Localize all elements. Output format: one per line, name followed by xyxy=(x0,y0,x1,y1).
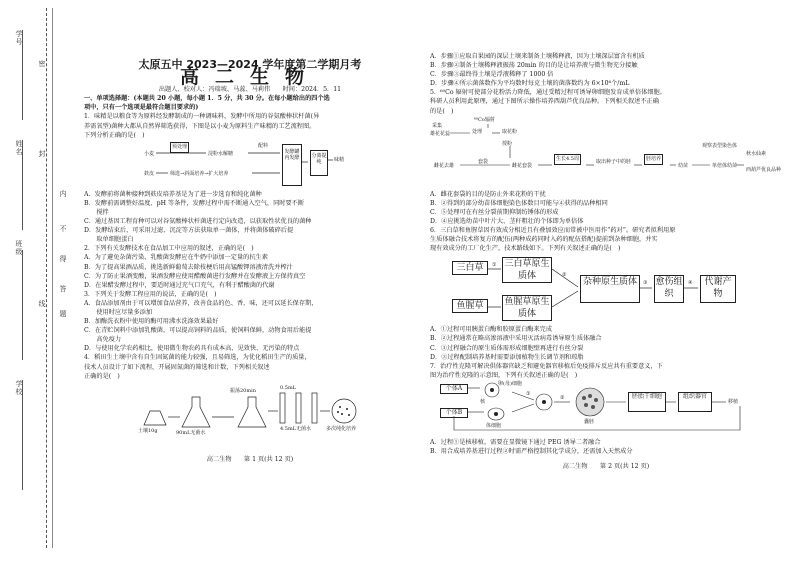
q4-line-2: 技术人员设计了如下流程，开展固氮菌的筛选和计数，下列相关叙述 xyxy=(84,363,270,371)
q1-opt-d2: 取单细胞蛋白 xyxy=(84,236,134,244)
q5-bag: 套袋 xyxy=(478,158,489,165)
q7-individual-b: 个体B xyxy=(440,408,468,418)
label-student-id: 学号 xyxy=(15,30,23,46)
label-school: 学校 xyxy=(15,380,23,396)
q7-individual-a: 个体A xyxy=(440,384,468,394)
q4-opt-b: B．步骤②制备土壤稀释液振荡 20min 的目的是让培养液与微生物充分接触 xyxy=(430,62,638,70)
q3-opt-a: A．食品添加剂由于可以增加食品营养，改善食品的色、香、味，还可以延长保存期， xyxy=(84,299,318,307)
left-column xyxy=(84,0,416,464)
q5-colchicine: 秋水仙素 xyxy=(746,150,767,157)
q7-figure xyxy=(430,380,782,438)
flow-mix: 配料 xyxy=(258,142,269,149)
q4-water: 90mL无菌水 xyxy=(176,429,206,436)
q2-opt-a: A．为了避免杂菌污染，乳酸菌发酵应在牛奶中添加一定量的抗生素 xyxy=(84,254,268,262)
q5-haploid: 单倍体幼苗 xyxy=(712,162,738,169)
seal-char-4: 内 xyxy=(59,190,67,198)
q4-plate: 多次纯化培养 xyxy=(326,425,357,432)
flow-screen: 筛选→斜面培养→扩大培养 xyxy=(170,170,229,177)
q5-observe: 观察表型染色体 xyxy=(702,142,738,149)
q5-line-1: 5．⁶⁰Co 辐射可使部分花粉活力降低，通过受精过程可诱导卵细胞发育成单倍体细胞。 xyxy=(430,89,666,97)
flow-hydrolysate: 淀粉水解糖 xyxy=(208,150,234,157)
label-name: 姓名 xyxy=(15,140,23,156)
q4-tube-water: 4.5mL无菌水 xyxy=(280,425,312,432)
q5-growth: 生长4.5周 xyxy=(554,154,581,165)
right-column xyxy=(430,52,782,471)
q7-es-cell: 胚胎干细胞 xyxy=(628,392,666,412)
q1-opt-a: A．发酵前将菌种接种到麸皮培养基是为了进一步选育和纯化菌种 xyxy=(84,190,262,198)
flow-msg: 味精 xyxy=(334,156,345,163)
section-heading-2: 项中，只有一个选项是最符合题目要求的) xyxy=(84,104,199,112)
q4-figure xyxy=(130,381,416,437)
q3-opt-c2: 高免疫力 xyxy=(84,336,122,344)
q4-opt-c: C．步骤③最终得土壤是浮液稀释了 1000 倍 xyxy=(430,71,554,79)
q6-protoplast-b: 鱼腥草原生质体 xyxy=(502,295,552,321)
q3-opt-a2: 使用时应尽量多添加 xyxy=(84,308,153,316)
q6-line-1: 6．三白草和鱼腥草因有效成分相近且有叠加效应而常被中医用作“药对”。研究者拟利用原 xyxy=(430,227,676,235)
flow-ferment: 发酵罐内发酵 xyxy=(282,144,302,186)
flow-arrows xyxy=(144,142,364,188)
q7-line-2: 图为治疗性克隆的示意图，下列有关叙述正确的是( ) xyxy=(430,371,578,379)
q3-opt-c: C．在青贮饲料中添加乳酸菌，可以提高饲料的品质，使饲料保鲜，动物食用后能提 xyxy=(84,327,312,335)
q5-culture: 胚培养 xyxy=(644,154,663,165)
q6-opt-d: D．③过程配制培养基时需要添加植物生长调节剂和琼脂 xyxy=(430,353,584,361)
q5-opt-c: C．⑤处理可在有丝分裂前期抑制纺锤体的形成 xyxy=(430,208,559,216)
q6-hybrid: 杂种原生质体 xyxy=(580,275,640,303)
section-heading: 一、单项选择题：(本题共 20 小题，每小题 1．5 分，共 30 分。在每小题给出的四个选 xyxy=(84,95,330,103)
q2-stem: 2．下列有关发酵技术在食品加工中应用的叙述，正确的是( ) xyxy=(84,245,254,253)
q5-arrows xyxy=(430,116,782,190)
page1-footer: 高二生物 第 1 页(共 12 页) xyxy=(206,455,294,463)
q1-line-2: 养需氧型)菌种大都从自然界筛选获得，下图是以小麦为原料生产味精的工艺流程图。 xyxy=(84,122,316,130)
q6-opt-b: B．②过程通常在略高渗溶液中采用灭活病毒诱导原生质体融合 xyxy=(430,335,602,343)
seal-char-7: 答 xyxy=(59,285,67,293)
seal-line-dashed xyxy=(46,8,47,548)
q2-opt-d: D．在果醋发酵过程中，要适时通过充气口充气，有利于醋酸菌的代谢 xyxy=(84,281,275,289)
q1-opt-c: C．通过基因工程育种可以对谷氨酸棒状杆菌进行定向改造，以获取性状优良的菌种 xyxy=(84,218,312,226)
q5-flowchart xyxy=(430,116,782,190)
q7-opt-b: B．用合成培养基进行过程②时需严格控制其化学成分，还需加入天然成分 xyxy=(430,447,633,455)
q6-plant-b: 鱼腥草 xyxy=(452,299,488,313)
q7-somatic: 体细胞 xyxy=(486,422,502,429)
flow-wheat: 小麦 xyxy=(144,150,155,157)
q5-pollinate: 授粉 xyxy=(502,140,513,147)
q7-step-2: ② xyxy=(560,394,565,401)
flow-bran: 麸皮 xyxy=(144,170,155,177)
q5-male-flower: 雄花花蕊 xyxy=(430,130,451,137)
q7-egg: 卵(母)细胞 xyxy=(498,380,522,387)
q2-opt-b: B．为了提高果酒品质，挑选新鲜葡萄去除枝梗后用高锰酸钾溶液清洗并榨汁 xyxy=(84,263,293,271)
q6-opt-c: C．③过程融合的原生质体需形成细胞壁再进行有丝分裂 xyxy=(430,344,584,352)
seal-char-6: 得 xyxy=(59,255,67,263)
q7-blastocyst: 囊胚 xyxy=(584,418,595,425)
q1-opt-b: B．发酵前需调整好温度、pH 等条件，发酵过程中需不断通入空气，同时要不断 xyxy=(84,199,305,207)
q5-collect: 采集 xyxy=(432,122,443,129)
q6-step-2: ② xyxy=(562,272,567,279)
q3-opt-d: D．与使用化学农药相比，使用微生物农药具有成本高、见效快、无污染的特点 xyxy=(84,345,300,353)
q6-flowchart xyxy=(430,255,782,325)
q4-opt-d: D．步骤④所示菌落数作为平均数时每克土壤的菌落数约为 6×10⁶个/mL xyxy=(430,80,630,88)
fill-line-school[interactable] xyxy=(22,380,23,490)
flow-separate: 分离提纯 xyxy=(310,150,328,176)
seal-line-solid xyxy=(52,8,53,548)
fill-line-class[interactable] xyxy=(22,250,23,360)
q6-line-2: 生质体融合技术将复方的配伍(两种成药同时入药的配伍搭配)提前到杂种细胞，并实 xyxy=(430,236,658,244)
seal-char-1: 密 xyxy=(38,60,46,68)
seal-char-2: 封 xyxy=(38,150,46,158)
q3-opt-b: B．加酶洗衣粉中使用的酶可用沸水洗涤效果最好 xyxy=(84,318,219,326)
subject-title: 高二生物 xyxy=(179,66,320,89)
q5-fruit: 雌花套袋 xyxy=(512,162,533,169)
q7-step-1: ① xyxy=(526,390,531,397)
q4-line-3: 正确的是( ) xyxy=(84,372,120,380)
q6-arrows xyxy=(430,255,782,325)
q6-opt-a: A．①过程可用胰蛋白酶和胶原蛋白酶来完成 xyxy=(430,326,553,334)
q6-step-3: ③ xyxy=(643,280,648,287)
q5-opt-b: B．②得到的部分幼苗体细胞染色体数目可能与④获得的品种相同 xyxy=(430,199,608,207)
flow-pretreat: 预处理 xyxy=(170,142,189,153)
q1-line-3: 下列分析正确的是( ) xyxy=(84,131,145,139)
q4-opt-a: A．步骤①应取自果园的深层土壤来制备土壤稀释液，因为土壤深层富含有机质 xyxy=(430,53,645,60)
q5-female: 雌花去雄 xyxy=(434,162,455,169)
fill-line-name[interactable] xyxy=(22,140,23,230)
q5-seedling: 幼苗 xyxy=(678,162,689,169)
q4-line-1: 4．稻田生土壤中含有自生固氮菌的能力较强，且易筛选，为优化稻田生产的质量， xyxy=(84,354,311,362)
q6-protoplast-a: 三白草原生质体 xyxy=(502,257,552,283)
q7-drawing xyxy=(430,380,782,438)
q4-tube: 0.5mL xyxy=(280,384,297,391)
seal-char-5: 不 xyxy=(59,225,67,233)
q5-pollen: 取花粉 xyxy=(502,128,518,135)
q7-opt-a: A．过程①是核移植，需要在显微镜下通过 PEG 诱导二者融合 xyxy=(430,438,601,446)
q5-line-3: 的是( ) xyxy=(430,107,454,115)
q4-shake: 振荡20min xyxy=(230,387,256,394)
seal-char-8: 题 xyxy=(59,310,67,318)
q2-opt-c: C．为了防止果酒变酸，果酒发酵应使用醋酸菌进行发酵并在发酵液上方保持真空 xyxy=(84,272,306,280)
q3-stem: 3．下列关于发酵工程应用的说法，正确的是( ) xyxy=(84,290,217,298)
q6-line-3: 现有效成分的工厂化生产，技术路线如下。下列有关叙述正确的是( ) xyxy=(430,245,621,253)
label-class: 班级 xyxy=(15,240,23,256)
q1-flowchart xyxy=(144,142,416,188)
q4-soil: 土壤10g xyxy=(138,427,158,434)
q1-opt-b2: 搅拌 xyxy=(84,208,109,216)
exam-meta: 出题人、校对人：冯瑞坡、马蕊、马莉伟 时间：2024．5．11 xyxy=(158,86,342,94)
q1-line-1: 1．味精是以粮食等为原料经发酵制成的一种调味料，发酵中所用的谷氨酸棒状杆菌(异 xyxy=(84,113,320,121)
q5-opt-a: A．雌花套袋的目的是防止外来花粉的干扰 xyxy=(430,190,546,198)
q5-seed: 取出种子中的胚 xyxy=(596,158,632,165)
exam-title: 太原五中 2023—2024 学年度第二学期月考 xyxy=(138,58,362,71)
q6-plant-a: 三白草 xyxy=(452,261,488,275)
q6-step-1: ① xyxy=(492,262,497,269)
q5-treat: 处理 xyxy=(472,128,483,135)
q5-co: ⁶⁰Co辐射 xyxy=(474,116,495,123)
q1-opt-d: D．发酵结束后，可采用过滤、沉淀等方法获取单一菌体，并将菌体破碎后提 xyxy=(84,227,294,235)
q6-product: 代谢产物 xyxy=(700,275,736,303)
q6-step-4: ④ xyxy=(688,280,693,287)
page2-footer: 高二生物 第 2 页(共 12 页) xyxy=(562,463,650,471)
q7-line-1: 7．治疗性克隆可解决供体器官缺乏和避免器官移植后免疫排斥反应共有重要意义，下 xyxy=(430,362,663,370)
q7-transplant: 移植 xyxy=(728,398,739,405)
q5-final: 西葫芦优良品种 xyxy=(746,166,782,173)
q7-nucleus: 核 xyxy=(480,398,486,405)
fill-line-student-id[interactable] xyxy=(22,30,23,120)
q5-opt-d: D．④应挑选幼苗中叶片大、茎秆粗壮的个体即为单倍体 xyxy=(430,217,584,225)
q5-line-2: 科研人员利用此原理，通过下图所示操作培养西葫芦优良品种。下列相关叙述不正确 xyxy=(430,98,659,106)
q7-organ: 组织器官 xyxy=(678,392,712,412)
seal-char-3: 线 xyxy=(38,300,46,308)
q6-callus: 愈伤组织 xyxy=(654,275,684,303)
